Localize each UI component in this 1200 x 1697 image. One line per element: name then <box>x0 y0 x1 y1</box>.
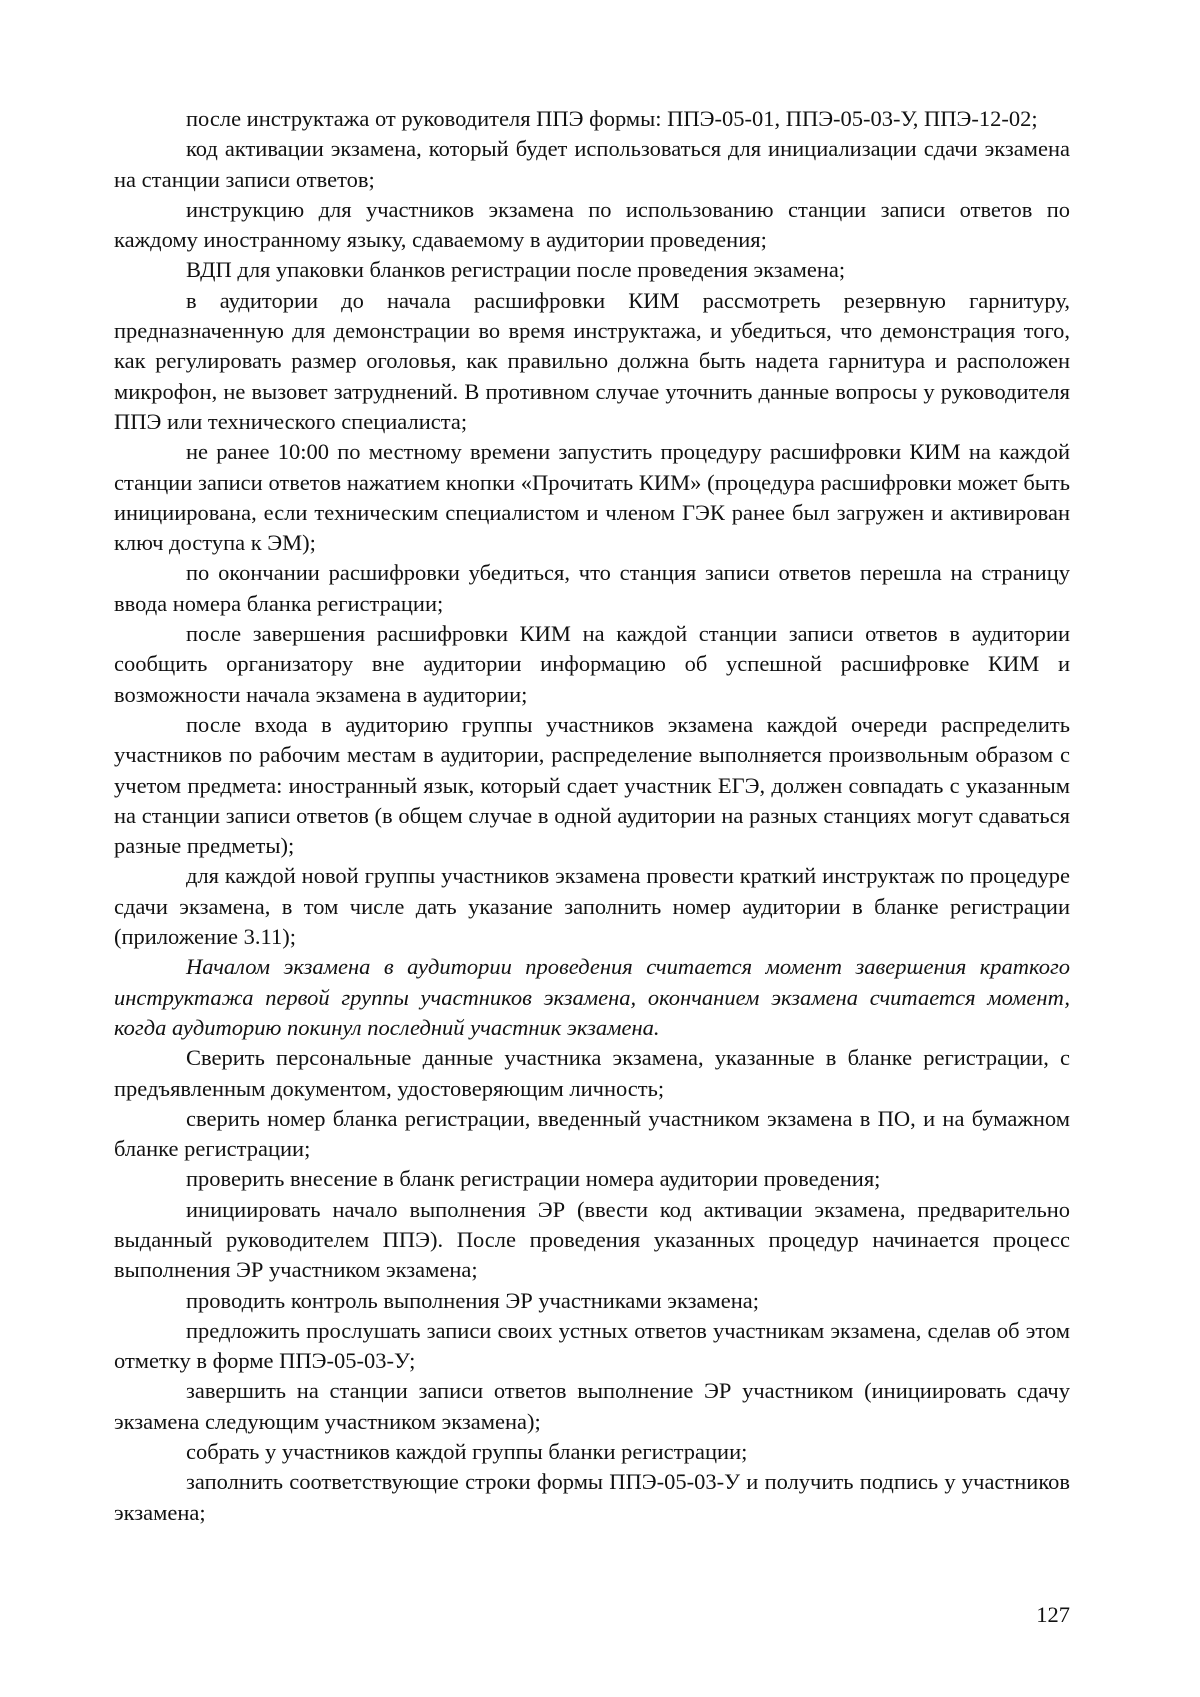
paragraph-3: инструкцию для участников экзамена по использованию станции записи ответов по каждому иностранному языку, сдаваемому в аудитории проведения; <box>114 196 1070 253</box>
body-text <box>114 104 1070 1528</box>
paragraph-8: после завершения расшифровки КИМ на каждой станции записи ответов в аудитории сообщить организатору вне аудитории информацию об успешной расшифровке КИМ и возможности начала экзамена в аудитории; <box>114 621 1070 707</box>
paragraph-12: Сверить персональные данные участника экзамена, указанные в бланке регистрации, с предъявленным документом, удостоверяющим личность; <box>114 1045 1070 1101</box>
page-number: 127 <box>1036 1602 1070 1627</box>
paragraph-5: в аудитории до начала расшифровки КИМ рассмотреть резервную гарнитуру, предназначенную для демонстрации во время инструктажа, и убедиться, что демонстрация того, как регулировать размер оголовья, как правильно должна быть надета гарнитура и расположен микрофон, не вызовет затруднений. В противном случае уточнить данные вопросы у руководителя ППЭ или технического специалиста; <box>114 287 1070 434</box>
paragraph-16: проводить контроль выполнения ЭР участниками экзамена; <box>186 1287 759 1313</box>
paragraph-1: после инструктажа от руководителя ППЭ формы: ППЭ-05-01, ППЭ-05-03-У, ППЭ-12-02; <box>186 106 1038 131</box>
paragraph-2: код активации экзамена, который будет использоваться для инициализации сдачи экзамена на станции записи ответов; <box>114 136 1070 192</box>
paragraph-17: предложить прослушать записи своих устных ответов участникам экзамена, сделав об этом отметку в форме ППЭ-05-03-У; <box>114 1317 1070 1374</box>
paragraph-14: проверить внесение в бланк регистрации номера аудитории проведения; <box>186 1166 881 1192</box>
paragraph-13: сверить номер бланка регистрации, введенный участником экзамена в ПО, и на бумажном бланке регистрации; <box>114 1105 1070 1162</box>
paragraph-7: по окончании расшифровки убедиться, что станция записи ответов перешла на страницу ввода номера бланка регистрации; <box>114 560 1070 616</box>
paragraph-15: инициировать начало выполнения ЭР (ввести код активации экзамена, предварительно выданный руководителем ППЭ). После проведения указанных процедур начинается процесс выполнения ЭР участником экзамена; <box>114 1196 1070 1283</box>
paragraph-4: ВДП для упаковки бланков регистрации после проведения экзамена; <box>186 257 846 283</box>
paragraph-19: собрать у участников каждой группы бланки регистрации; <box>186 1439 748 1465</box>
paragraph-9: после входа в аудиторию группы участников экзамена каждой очереди распределить участников по рабочим местам в аудитории, распределение выполняется произвольным образом с учетом предмета: иностранный язык, который сдает участник ЕГЭ, должен совпадать с указанным на станции записи ответов (в общем случае в одной аудитории на разных станциях могут сдаваться разные предметы); <box>114 711 1070 859</box>
paragraph-10: для каждой новой группы участников экзамена провести краткий инструктаж по процедуре сдачи экзамена, в том числе дать указание заполнить номер аудитории в бланке регистрации (приложение 3.11); <box>114 863 1070 950</box>
exam-timing-note: Началом экзамена в аудитории проведения считается момент завершения краткого инструктажа первой группы участников экзамена, окончанием экзамена считается момент, когда аудиторию покинул последний участник экзамена. <box>114 954 1070 1040</box>
paragraph-6: не ранее 10:00 по местному времени запустить процедуру расшифровки КИМ на каждой станции записи ответов нажатием кнопки «Прочитать КИМ» (процедура расшифровки может быть инициирована, если техническим специалистом и членом ГЭК ранее был загружен и активирован ключ доступа к ЭМ); <box>114 439 1070 556</box>
paragraph-20: заполнить соответствующие строки формы ППЭ-05-03-У и получить подпись у участников экзамена; <box>114 1469 1070 1525</box>
paragraph-18: завершить на станции записи ответов выполнение ЭР участником (инициировать сдачу экзамена следующим участником экзамена); <box>114 1378 1070 1434</box>
